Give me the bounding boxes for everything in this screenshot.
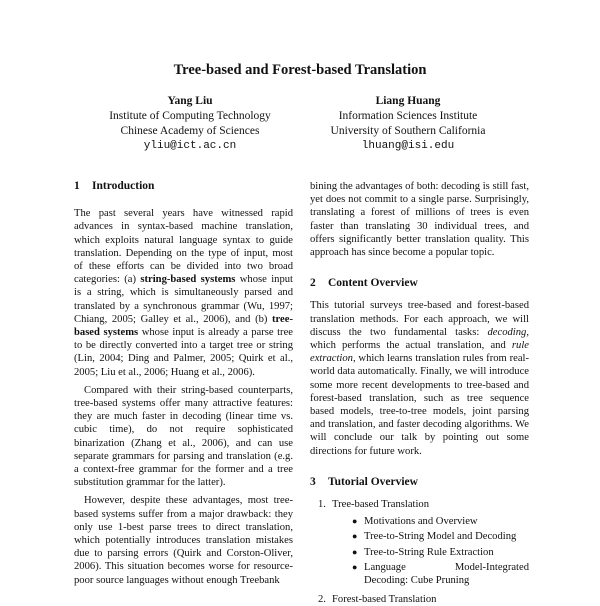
paper-title: Tree-based and Forest-based Translation: [173, 62, 427, 78]
intro-continuation: bining the advantages of both: decoding is still fast, yet does not commit to a single parse. Surprisingly, translating a forest of millions of trees is even faster than translating 30 individual trees, and offers significantly better translation quality. This approach has since become a popular topic.: [310, 181, 529, 259]
author-affiliation: Information Sciences Institute: [338, 110, 478, 122]
outline-item: 1. Tree-based Translation ● Motivations and Overview ● Tree-to-String Model and Decoding ● Tree-to-String Rule Extraction ● Language Model-Integrated Decoding: Cube Pruning: [318, 499, 529, 587]
section-heading-tutorial-overview: 3 Tutorial Overview: [310, 475, 418, 488]
outline-subitem: ● Language Model-Integrated Decoding: Cube Pruning: [352, 561, 529, 587]
bullet-icon: ●: [352, 546, 358, 557]
intro-paragraph-2: Compared with their string-based counterparts, tree-based systems offer many attractive features: they are much faster in decoding (linear time vs. cubic time), do not require sophisticated binarization (Zhang et al., 2006), and can use separate grammars for parsing and translation (e.g. a context-free grammar for the former and a tree substitution grammar for the latter).: [74, 384, 293, 489]
intro-paragraph-1: The past several years have witnessed rapid advances in syntax-based machine translation, which exploits natural language syntax to guide translation. Depending on the type of input, most of these efforts can be divided into two broad categories: (a) string-based systems whose input is a string, which is simultaneously parsed and translated by a synchronous grammar (Wu, 1997; Chiang, 2005; Galley et al., 2006), and (b) tree-based systems whose input is already a parse tree to be directly converted into a target tree or string (Lin, 2004; Ding and Palmer, 2005; Quirk et al., 2005; Liu et al., 2006; Huang et al., 2006).: [74, 208, 293, 378]
outline-subitems: [332, 515, 529, 587]
author-name: Liang Huang: [375, 95, 441, 107]
author-block-2: [308, 94, 508, 154]
intro-paragraph-3: However, despite these advantages, most tree-based systems suffer from a major drawback: they only use 1-best parse trees to direct translation, which potentially introduces translation mistakes due to parsing errors (Quirk and Corston-Oliver, 2006). This situation becomes worse for resource-poor source languages without enough Treebank: [74, 495, 293, 586]
outline-subitem: ● Tree-to-String Model and Decoding: [352, 531, 517, 543]
author-name: Yang Liu: [167, 95, 213, 107]
section-heading-content-overview: 2 Content Overview: [310, 277, 418, 290]
outline-item: 2. Forest-based Translation: [318, 594, 437, 606]
author-email[interactable]: yliu@ict.ac.cn: [143, 140, 237, 152]
bullet-icon: ●: [352, 516, 358, 527]
section-heading-introduction: 1 Introduction: [74, 180, 155, 192]
bullet-icon: ●: [352, 531, 358, 542]
author-affiliation: Chinese Academy of Sciences: [120, 125, 260, 137]
author-email[interactable]: lhuang@isi.edu: [361, 140, 455, 152]
author-affiliation: Institute of Computing Technology: [109, 110, 271, 122]
author-block-1: [95, 94, 285, 154]
author-affiliation: University of Southern California: [330, 125, 486, 137]
bullet-icon: ●: [352, 561, 358, 572]
content-paragraph: This tutorial surveys tree-based and forest-based translation methods. For each approach, we will discuss the two fundamental tasks: decoding, which performs the actual translation, and rule extraction, which learns translation rules from real-world data automatically. Finally, we will introduce some more recent developments to tree-based and forest-based translation, such as tree sequence based models, tree-to-tree models, joint parsing and translation, and faster decoding algorithms. We will conclude our talk by pointing out some directions for future work.: [310, 300, 529, 457]
outline-subitem: ● Motivations and Overview: [352, 516, 478, 528]
left-column: [74, 180, 293, 587]
outline-subitem: ● Tree-to-String Rule Extraction: [352, 546, 494, 558]
right-column: [310, 180, 529, 606]
tutorial-outline: [310, 498, 529, 606]
